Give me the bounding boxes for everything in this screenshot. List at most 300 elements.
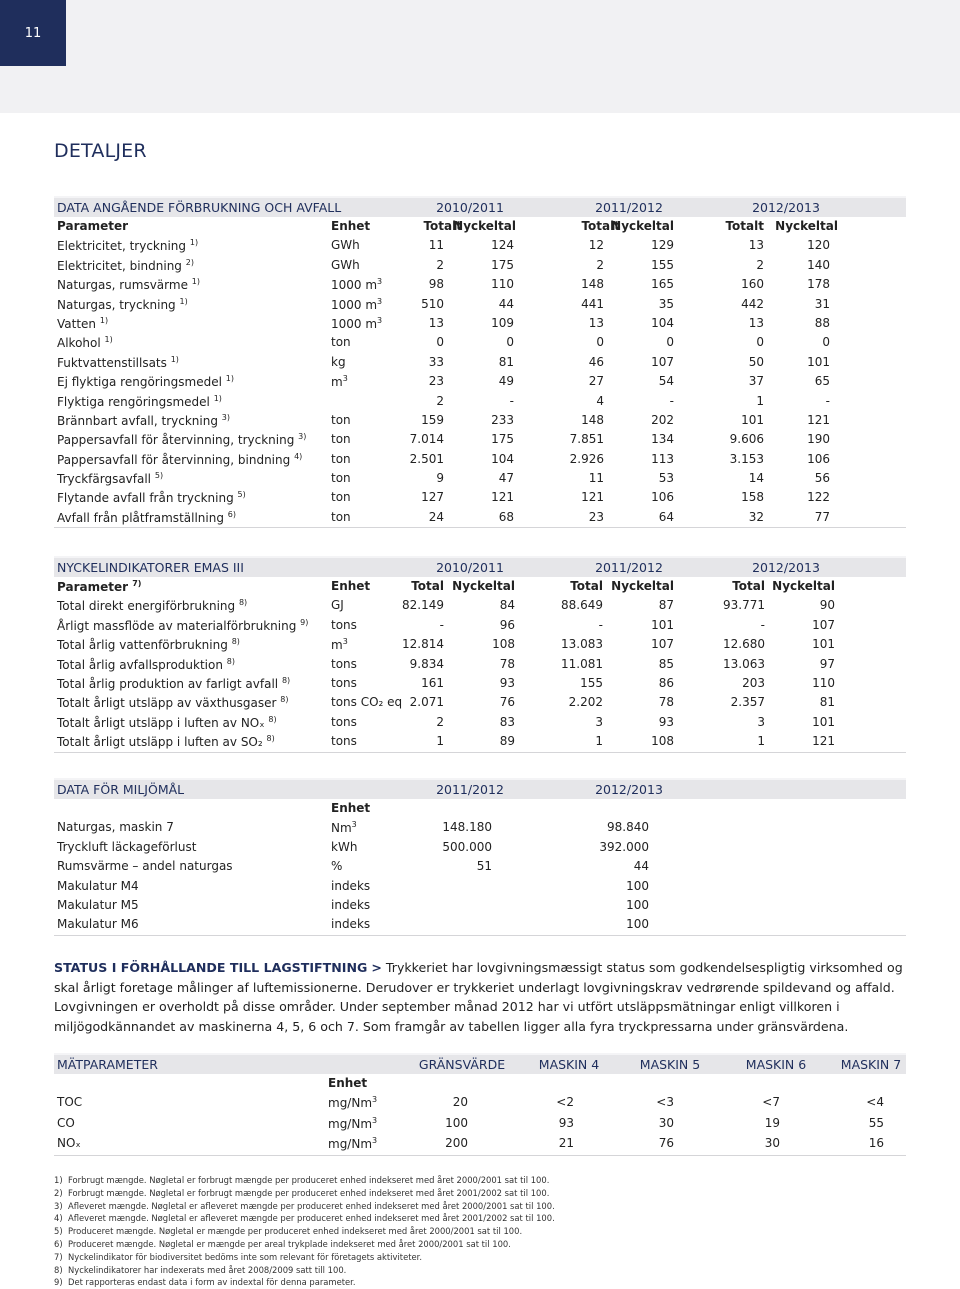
parameter-cell — [57, 510, 236, 525]
value-cell: 13.063 — [723, 656, 765, 671]
value-cell: 13 — [748, 315, 764, 330]
value-cell: 77 — [814, 509, 830, 524]
footnote-ref: 9) — [300, 617, 309, 627]
parameter-label: CO — [57, 1115, 75, 1130]
unit-label: tons — [331, 656, 357, 671]
total-header: Totalt — [423, 219, 462, 233]
table-row — [54, 430, 906, 449]
status-label: STATUS I FÖRHÅLLANDE TILL LAGSTIFTNING — [54, 960, 368, 975]
value-cell: 107 — [651, 637, 674, 652]
unit-cell — [331, 657, 357, 671]
kpi-table-title: NYCKELINDIKATORER EMAS III — [57, 560, 244, 575]
value-cell: 86 — [658, 675, 674, 690]
footnote-number: 8) — [54, 1264, 63, 1275]
machine-header: MASKIN 4 — [538, 1057, 600, 1072]
parameter-cell — [57, 598, 247, 613]
parameter-label: Flytande avfall från tryckning — [57, 491, 234, 506]
value-cell: 4 — [596, 393, 604, 408]
value-cell: 85 — [658, 656, 674, 671]
unit-label: tons — [331, 675, 357, 690]
column-header-row — [54, 577, 906, 596]
value-cell: 101 — [741, 412, 764, 427]
status-paragraph — [54, 958, 906, 1036]
table-row — [54, 314, 906, 333]
footnote-text: Afleveret mængde. Nøgletal er afleveret mængde per produceret enhed indekseret med året 2000/2001 sat til 100. — [68, 1200, 555, 1211]
parameter-label: Fuktvattenstillsats — [57, 355, 167, 370]
value-cell: 12.814 — [402, 637, 444, 652]
parameter-label: Makulatur M5 — [57, 897, 139, 912]
value-cell: 109 — [491, 315, 514, 330]
parameter-cell — [57, 335, 113, 350]
parameter-cell — [57, 734, 275, 749]
value-cell: 155 — [580, 675, 603, 690]
value-cell: 140 — [807, 257, 830, 272]
value-cell: 104 — [651, 315, 674, 330]
table-row — [54, 372, 906, 391]
footnote-number: 5) — [54, 1226, 63, 1237]
parameter-label: Årligt massflöde av materialförbrukning — [57, 618, 297, 633]
value-cell: 47 — [498, 471, 514, 486]
page-number: 11 — [0, 0, 66, 66]
value-cell: 13 — [588, 315, 604, 330]
footnote-ref: 8) — [231, 637, 240, 647]
goals-rows — [54, 818, 906, 935]
status-text: Trykkeriet har lovgivningsmæssigt status som godkendelsespligtig virksomhed og skal årligt foretage målinger af luftemissionerne. Derudover er trykkeriet underlagt lovgivningskrav vedrørende spildevand og affald. Lovgivningen er overholdt på disse områder. Under september månad 2012 har vi utfört utsläppsmätningar enligt villkoren i miljögodkännandet av maskinerna 4, 5, 6 och 7. Som framgår av tabellen ligger alla fyra tryckpressarna under gränsvärdena. — [54, 960, 903, 1034]
parameter-label: Elektricitet, tryckning — [57, 239, 187, 254]
value-cell: 3 — [757, 714, 765, 729]
measurement-rows — [54, 1093, 906, 1156]
kpi-table-header — [54, 556, 906, 577]
value-cell: 159 — [421, 412, 444, 427]
unit-label: ton — [331, 471, 351, 486]
limit-header: GRÄNSVÄRDE — [418, 1057, 506, 1072]
parameter-cell — [57, 452, 302, 467]
value-cell: 3.153 — [729, 451, 764, 466]
key-header: Nyckeltal — [775, 219, 838, 233]
value-cell: 12.680 — [723, 637, 765, 652]
parameter-label: Rumsvärme – andel naturgas — [57, 859, 233, 874]
value-cell: 76 — [658, 1136, 674, 1151]
year-header: 2010/2011 — [436, 200, 504, 215]
parameter-label: Tryckluft läckageförlust — [57, 839, 197, 854]
value-cell: 64 — [658, 509, 674, 524]
parameter-cell — [57, 898, 139, 912]
footnote-ref: 1) — [225, 374, 234, 384]
value-cell: 178 — [807, 277, 830, 292]
unit-label: % — [331, 859, 343, 874]
parameter-label: Brännbart avfall, tryckning — [57, 413, 218, 428]
value-cell: 108 — [651, 734, 674, 749]
value-cell: 89 — [499, 734, 515, 749]
unit-cell — [331, 374, 348, 389]
footnote-text: Forbrugt mængde. Nøgletal er forbrugt mængde per produceret enhed indekseret med året 2000/2001 sat til 100. — [68, 1175, 550, 1185]
value-cell: 13 — [748, 238, 764, 253]
table-row — [54, 256, 906, 275]
unit-cell — [328, 1136, 377, 1151]
value-cell: 23 — [428, 374, 444, 389]
value-cell: 110 — [812, 675, 835, 690]
parameter-label: Total årlig vattenförbrukning — [57, 638, 228, 653]
unit-cell — [331, 917, 370, 931]
value-cell: 55 — [868, 1115, 884, 1130]
footnote-ref: 1) — [191, 277, 200, 287]
parameter-cell — [57, 413, 230, 428]
table-row — [54, 616, 906, 635]
value-cell: 101 — [812, 637, 835, 652]
value-cell: 121 — [581, 490, 604, 505]
value-cell: 56 — [814, 471, 830, 486]
value-cell: 87 — [658, 598, 674, 613]
footnote-ref: 6) — [227, 509, 236, 519]
table-row — [54, 295, 906, 314]
value-cell: 2.926 — [569, 451, 604, 466]
table-row — [54, 275, 906, 294]
unit-cell — [331, 715, 357, 729]
unit-cell — [331, 452, 351, 466]
value-cell: 27 — [588, 374, 604, 389]
value-cell: 1 — [757, 734, 765, 749]
key-header: Nyckeltal — [611, 579, 674, 593]
unit-label: GWh — [331, 257, 360, 272]
measure-parameter-header: MÄTPARAMETER — [57, 1057, 158, 1072]
table-row — [54, 915, 906, 935]
table-row — [54, 488, 906, 507]
parameter-label: Pappersavfall för återvinning, bindning — [57, 452, 291, 467]
unit-label: indeks — [331, 878, 371, 893]
footnote-ref: 8) — [280, 695, 289, 705]
key-header: Nyckeltal — [772, 579, 835, 593]
value-cell: 30 — [658, 1115, 674, 1130]
value-cell: 2.071 — [409, 695, 444, 710]
unit-cell — [331, 355, 346, 369]
page-title: DETALJER — [54, 140, 147, 162]
value-cell: - — [760, 617, 765, 632]
unit-label: ton — [331, 490, 351, 505]
parameter-cell — [57, 676, 290, 691]
value-cell: 1 — [756, 393, 764, 408]
page-header-band — [0, 0, 960, 113]
parameter-label: NOₓ — [57, 1136, 81, 1151]
value-cell: 88 — [814, 315, 830, 330]
value-cell: 441 — [581, 296, 604, 311]
footnote-number: 1) — [54, 1175, 63, 1185]
unit-label: mg/Nm — [328, 1116, 373, 1131]
value-cell: 2 — [756, 257, 764, 272]
parameter-label: Totalt årligt utsläpp i luften av SO₂ — [57, 735, 263, 750]
unit-label: Nm — [331, 821, 352, 836]
parameter-cell — [57, 840, 196, 854]
unit-label: GJ — [331, 598, 344, 613]
value-cell: 13.083 — [561, 637, 603, 652]
unit-cell — [331, 618, 357, 632]
footnote-ref: 8) — [266, 734, 275, 744]
value-cell: 93 — [558, 1115, 574, 1130]
table-row — [54, 693, 906, 712]
unit-cell — [331, 413, 351, 427]
value-cell: 14 — [748, 471, 764, 486]
value-cell: 83 — [499, 714, 515, 729]
value-cell: 23 — [588, 509, 604, 524]
goals-table-title: DATA FÖR MILJÖMÅL — [57, 782, 185, 797]
unit-exponent: 3 — [372, 1136, 378, 1146]
table-row — [54, 818, 906, 837]
unit-exponent: 3 — [377, 296, 383, 306]
value-cell: 46 — [588, 354, 604, 369]
value-cell: 158 — [741, 490, 764, 505]
footnote — [54, 1276, 914, 1289]
parameter-label: Total årlig avfallsproduktion — [57, 657, 223, 672]
unit-cell — [331, 238, 360, 252]
table-row — [54, 353, 906, 372]
value-cell: 82.149 — [402, 598, 444, 613]
parameter-label: Alkohol — [57, 336, 101, 351]
footnote — [54, 1251, 914, 1264]
value-cell: 233 — [491, 412, 514, 427]
table-row — [54, 877, 906, 896]
unit-header: Enhet — [331, 801, 371, 815]
value-cell: 54 — [658, 374, 674, 389]
value-cell: 148 — [581, 277, 604, 292]
unit-label: tons — [331, 714, 357, 729]
value-cell: 2 — [436, 257, 444, 272]
unit-cell — [328, 1095, 377, 1110]
column-header-row — [54, 217, 906, 236]
value-cell: 121 — [812, 734, 835, 749]
value-cell: 68 — [498, 509, 514, 524]
value-cell: - — [598, 617, 603, 632]
value-cell: 2.501 — [409, 451, 444, 466]
kpi-rows — [54, 596, 906, 752]
value-cell: 110 — [491, 277, 514, 292]
value-cell: 7.851 — [569, 432, 604, 447]
unit-cell — [331, 432, 351, 446]
value-cell: 9.834 — [409, 656, 444, 671]
footnote-ref: 3) — [221, 412, 230, 422]
unit-cell — [331, 840, 357, 854]
parameter-cell — [57, 394, 222, 409]
value-cell: 121 — [807, 412, 830, 427]
value-cell: 200 — [445, 1136, 468, 1151]
value-cell: 20 — [452, 1095, 468, 1110]
value-cell: - — [825, 393, 830, 408]
unit-cell — [331, 277, 382, 292]
parameter-cell — [57, 374, 234, 389]
parameter-header-text: Parameter — [57, 580, 129, 594]
parameter-cell — [57, 917, 139, 931]
measurement-table — [54, 1053, 906, 1156]
footnote-ref: 2) — [185, 257, 194, 267]
value-cell: 442 — [741, 296, 764, 311]
unit-label: 1000 m — [331, 278, 378, 293]
unit-label: GWh — [331, 238, 360, 253]
unit-exponent: 3 — [377, 277, 383, 287]
unit-exponent: 3 — [377, 315, 383, 325]
unit-exponent: 3 — [342, 637, 348, 647]
parameter-cell — [57, 695, 289, 710]
unit-label: indeks — [331, 917, 371, 932]
value-cell: 44 — [633, 859, 649, 874]
parameter-label: Vatten — [57, 316, 97, 331]
unit-cell — [331, 297, 382, 312]
parameter-label: Ej flyktiga rengöringsmedel — [57, 375, 222, 390]
unit-header: Enhet — [328, 1076, 368, 1090]
value-cell: 0 — [506, 335, 514, 350]
value-cell: 0 — [666, 335, 674, 350]
unit-cell — [331, 859, 342, 873]
value-cell: 53 — [658, 471, 674, 486]
value-cell: 500.000 — [442, 839, 492, 854]
machine-header: MASKIN 7 — [840, 1057, 902, 1072]
table-row — [54, 838, 906, 857]
parameter-cell — [57, 859, 233, 873]
value-cell: 65 — [814, 374, 830, 389]
value-cell: 0 — [436, 335, 444, 350]
value-cell: 120 — [807, 238, 830, 253]
unit-label: tons CO₂ eq — [331, 695, 403, 710]
value-cell: 124 — [491, 238, 514, 253]
footnote-ref: 5) — [154, 471, 164, 481]
unit-label: mg/Nm — [328, 1137, 373, 1152]
footnote-number: 6) — [54, 1238, 63, 1249]
unit-label: kWh — [331, 839, 358, 854]
value-cell: 127 — [421, 490, 444, 505]
parameter-label: Naturgas, maskin 7 — [57, 820, 174, 835]
footnote-text: Produceret mængde. Nøgletal er mængde per areal trykplade indekseret med året 2000/2001 sat til 100. — [68, 1238, 511, 1249]
footnote — [54, 1187, 914, 1200]
unit-exponent: 3 — [351, 820, 357, 830]
unit-cell — [331, 879, 370, 893]
unit-cell — [331, 820, 357, 835]
unit-cell — [328, 1116, 377, 1131]
parameter-cell — [57, 637, 240, 652]
column-header-row — [54, 799, 906, 818]
parameter-cell — [57, 1095, 82, 1109]
total-header: Total — [570, 579, 603, 593]
total-header: Total — [732, 579, 765, 593]
value-cell: 96 — [499, 617, 515, 632]
unit-cell — [331, 471, 351, 485]
table-row — [54, 713, 906, 732]
footnote-text: Nyckelindikator för biodiversitet bedöms inte som relevant för företagets aktiviteter. — [68, 1251, 423, 1262]
unit-header: Enhet — [331, 579, 371, 593]
parameter-cell — [57, 618, 308, 633]
parameter-label: Elektricitet, bindning — [57, 258, 182, 273]
parameter-label: Makulatur M6 — [57, 917, 139, 932]
unit-label: kg — [331, 354, 346, 369]
table-row — [54, 674, 906, 693]
column-header-row — [54, 1074, 906, 1093]
year-header: 2012/2013 — [595, 782, 663, 797]
parameter-cell — [57, 820, 174, 834]
footnotes — [54, 1174, 914, 1289]
unit-label: ton — [331, 412, 351, 427]
parameter-cell — [57, 657, 235, 672]
parameter-label: Total direkt energiförbrukning — [57, 599, 236, 614]
unit-label: mg/Nm — [328, 1096, 373, 1111]
consumption-table-header — [54, 196, 906, 217]
parameter-cell — [57, 1136, 81, 1150]
unit-label: m — [331, 638, 343, 653]
value-cell: 98.840 — [607, 820, 649, 835]
value-cell: 101 — [812, 714, 835, 729]
value-cell: 100 — [626, 897, 649, 912]
value-cell: 7.014 — [409, 432, 444, 447]
footnote-ref: 1) — [213, 393, 222, 403]
footnote-ref: 1) — [104, 335, 113, 345]
value-cell: 148 — [581, 412, 604, 427]
total-header: Totalt — [581, 219, 620, 233]
footnote-text: Forbrugt mængde. Nøgletal er forbrugt mængde per produceret enhed indekseret med året 2001/2002 sat til 100. — [68, 1187, 550, 1198]
value-cell: 108 — [492, 637, 515, 652]
value-cell: <7 — [762, 1095, 780, 1110]
value-cell: 160 — [741, 277, 764, 292]
unit-label: 1000 m — [331, 316, 378, 331]
value-cell: 44 — [498, 296, 514, 311]
value-cell: 93.771 — [723, 598, 765, 613]
value-cell: 35 — [658, 296, 674, 311]
footnote-ref: 5) — [237, 490, 246, 500]
parameter-label: Total årlig produktion av farligt avfall — [57, 676, 279, 691]
value-cell: 21 — [558, 1136, 574, 1151]
footnote — [54, 1174, 914, 1187]
footnote-ref: 1) — [189, 238, 199, 248]
value-cell: 9.606 — [729, 432, 764, 447]
value-cell: 175 — [491, 257, 514, 272]
table-row — [54, 236, 906, 255]
kpi-table — [54, 556, 906, 753]
parameter-label: Makulatur M4 — [57, 878, 139, 893]
unit-exponent: 3 — [372, 1115, 378, 1125]
value-cell: 161 — [421, 675, 444, 690]
parameter-cell — [57, 355, 179, 370]
value-cell: 11.081 — [561, 656, 603, 671]
parameter-label: Tryckfärgsavfall — [57, 472, 152, 487]
table-row — [54, 1134, 906, 1156]
footnote-ref: 3) — [298, 432, 307, 442]
parameter-cell — [57, 432, 306, 447]
table-row — [54, 896, 906, 915]
machine-header: MASKIN 6 — [745, 1057, 807, 1072]
footnote-text: Produceret mængde. Nøgletal er mængde per produceret enhed indekseret med året 2000/2001 sat til 100. — [68, 1226, 523, 1237]
footnote-ref: 4) — [294, 451, 303, 461]
table-row — [54, 1093, 906, 1114]
footnote-text: Det rapporteras endast data i form av indextal för denna parameter. — [68, 1277, 356, 1288]
parameter-header: Parameter — [57, 219, 129, 233]
year-header: 2011/2012 — [436, 782, 504, 797]
footnote-ref: 7) — [132, 579, 142, 588]
unit-cell — [331, 490, 351, 504]
value-cell: 122 — [807, 490, 830, 505]
footnote — [54, 1225, 914, 1238]
value-cell: 32 — [748, 509, 764, 524]
goals-table — [54, 778, 906, 936]
unit-label: m — [331, 375, 343, 390]
value-cell: 31 — [814, 296, 830, 311]
table-row — [54, 469, 906, 488]
parameter-label: Totalt årligt utsläpp i luften av NOₓ — [57, 715, 265, 730]
consumption-rows — [54, 236, 906, 528]
unit-exponent: 3 — [372, 1095, 378, 1105]
value-cell: 121 — [491, 490, 514, 505]
parameter-label: Naturgas, rumsvärme — [57, 278, 188, 293]
status-arrow: > — [371, 960, 382, 975]
footnote-ref: 8) — [281, 675, 291, 685]
unit-label: indeks — [331, 897, 371, 912]
unit-cell — [331, 695, 402, 709]
value-cell: 106 — [807, 451, 830, 466]
footnote-number: 2) — [54, 1187, 63, 1198]
value-cell: 155 — [651, 257, 674, 272]
